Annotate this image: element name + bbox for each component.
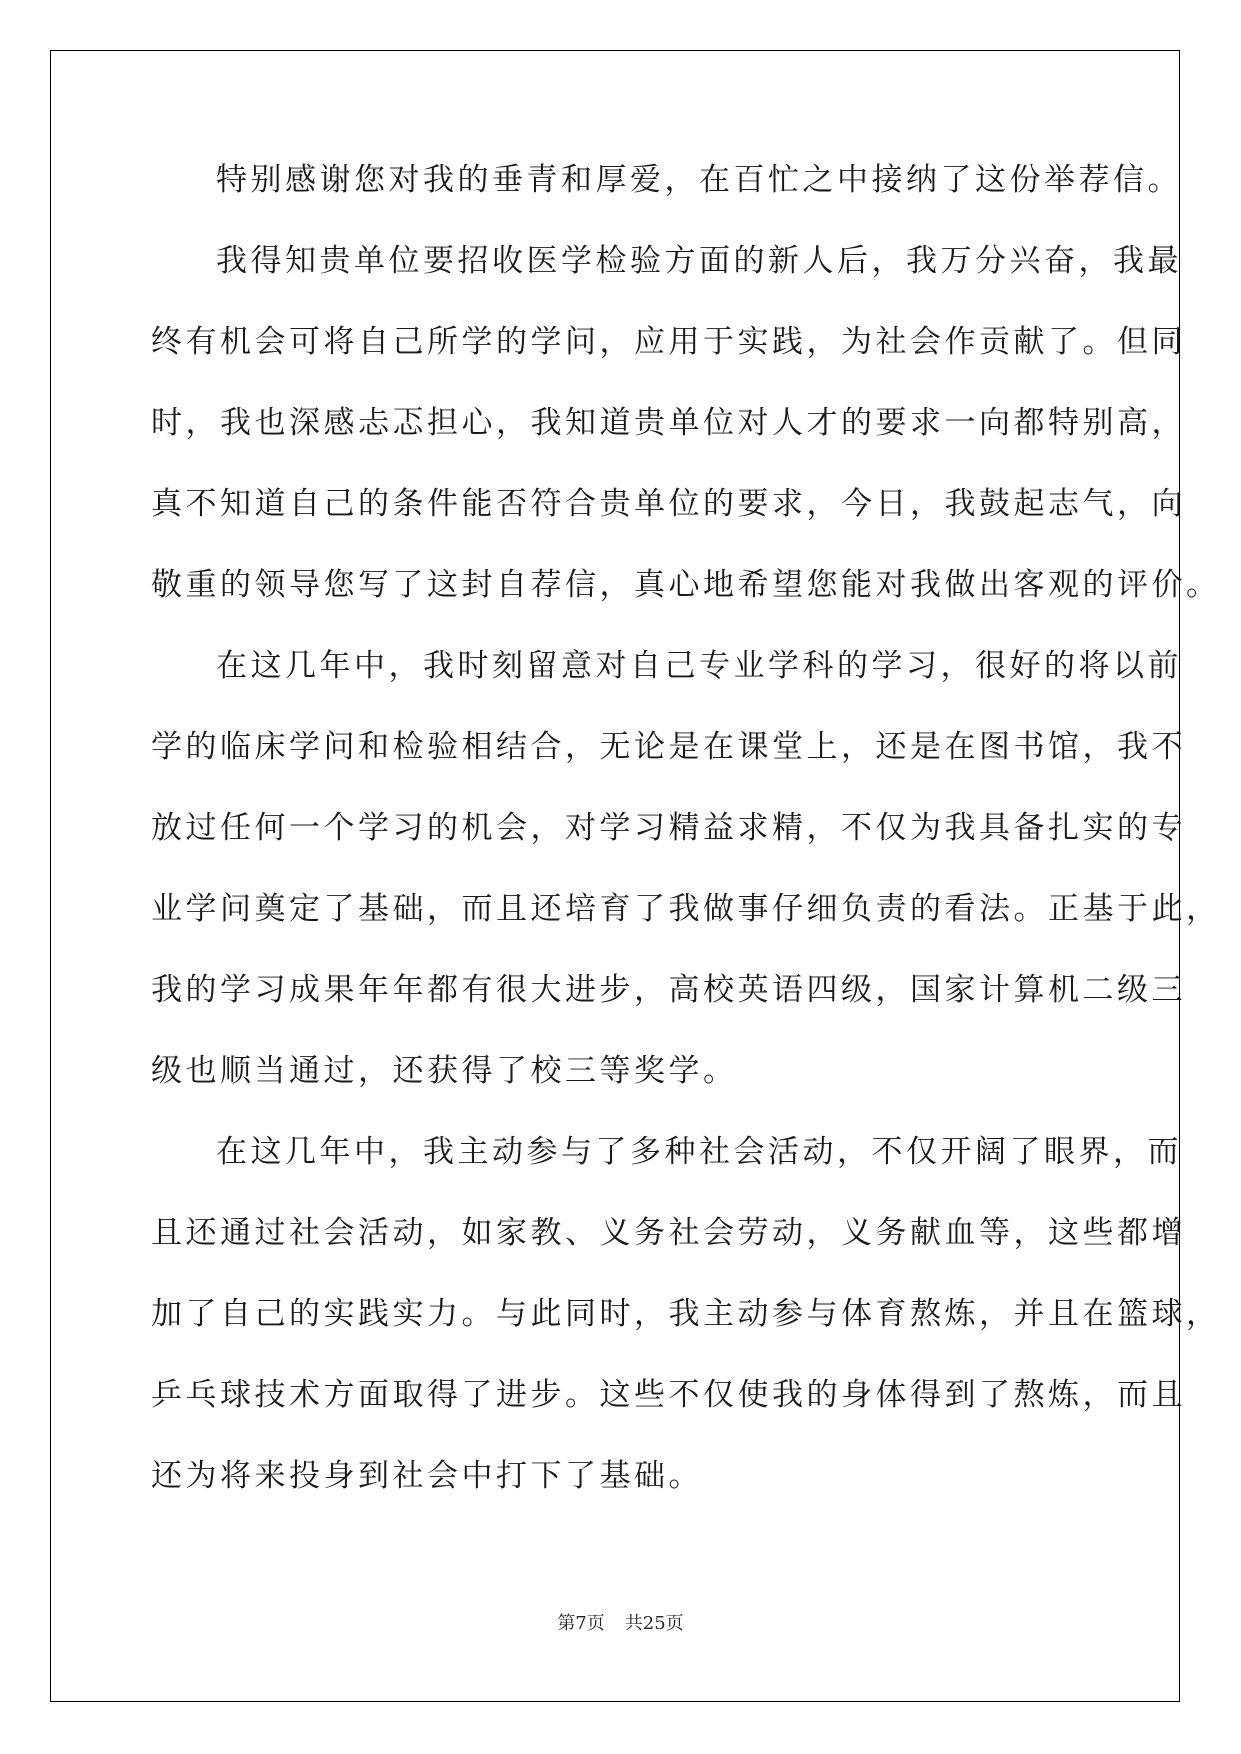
current-page-label: 第7页 (557, 1613, 605, 1634)
text-line: 时，我也深感忐忑担心，我知道贵单位对人才的要求一向都特别高， (151, 405, 1186, 441)
total-pages-label: 共25页 (624, 1613, 684, 1634)
text-line: 特别感谢您对我的垂青和厚爱，在百忙之中接纳了这份举荐信。 (216, 162, 1182, 198)
text-line: 且还通过社会活动，如家教、义务社会劳动，义务献血等，这些都增 (151, 1215, 1186, 1251)
text-line: 放过任何一个学习的机会，对学习精益求精，不仅为我具备扎实的专 (151, 810, 1186, 846)
text-line: 级也顺当通过，还获得了校三等奖学。 (151, 1053, 738, 1089)
text-line: 业学问奠定了基础，而且还培育了我做事仔细负责的看法。正基于此， (151, 891, 1221, 927)
text-line: 在这几年中，我主动参与了多种社会活动，不仅开阔了眼界，而 (216, 1134, 1182, 1170)
text-line: 真不知道自己的条件能否符合贵单位的要求，今日，我鼓起志气，向 (151, 486, 1186, 522)
text-line: 我得知贵单位要招收医学检验方面的新人后，我万分兴奋，我最 (216, 243, 1182, 279)
body-text (151, 160, 1221, 1537)
text-line: 我的学习成果年年都有很大进步，高校英语四级，国家计算机二级三 (151, 972, 1186, 1008)
page-footer (0, 1612, 1241, 1636)
text-line: 乒乓球技术方面取得了进步。这些不仅使我的身体得到了熬炼，而且 (151, 1377, 1186, 1413)
text-line: 还为将来投身到社会中打下了基础。 (151, 1458, 703, 1494)
text-line: 在这几年中，我时刻留意对自己专业学科的学习，很好的将以前 (216, 648, 1182, 684)
text-line: 加了自己的实践实力。与此同时，我主动参与体育熬炼，并且在篮球， (151, 1296, 1221, 1332)
text-line: 敬重的领导您写了这封自荐信，真心地希望您能对我做出客观的评价。 (151, 567, 1221, 603)
text-line: 终有机会可将自己所学的学问，应用于实践，为社会作贡献了。但同 (151, 324, 1186, 360)
text-line: 学的临床学问和检验相结合，无论是在课堂上，还是在图书馆，我不 (151, 729, 1186, 765)
